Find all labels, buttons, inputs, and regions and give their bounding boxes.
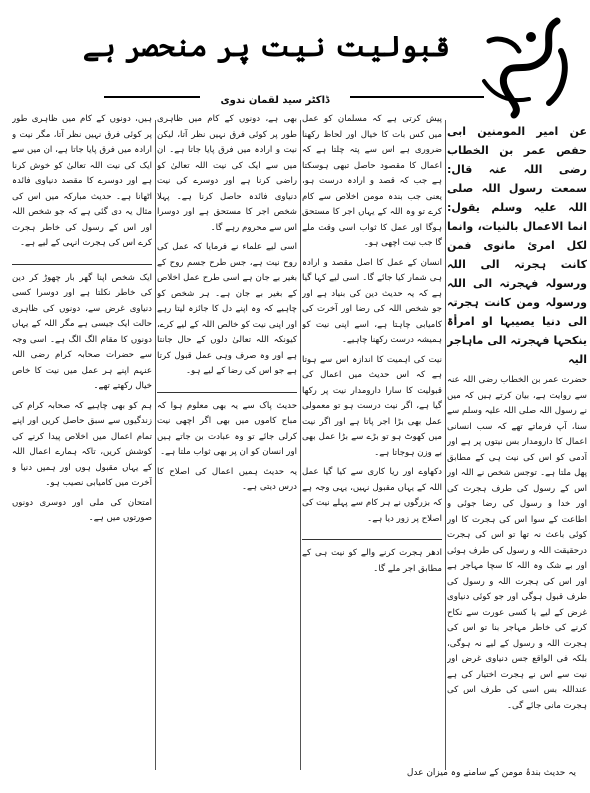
article-paragraph: یہ حدیث ہمیں اعمال کی اصلاح کا درس دیتی ہے۔ xyxy=(157,466,297,492)
article-paragraph: پیش کرتی ہے کہ مسلمان کو عمل میں کس بات کا خیال اور لحاظ رکھنا ضروری ہے اس سے پتہ چلتا ہے کہ اعمال کا مقصود حاصل تبھی ہوسکتا ہے جب کہ قصد و ارادہ درست ہو، یعنی جب بندہ مومن اخلاص سے کام کرے تو وہ اللہ کے یہاں اجر کا مستحق ہوگا اور عمل کا ثواب اسی وقت ملے گا جب نیت اچھی ہو۔ xyxy=(302,114,442,248)
article-headline: قبولیت نیت پر منحصر ہے xyxy=(82,30,450,63)
article-paragraph: دکھاوے اور ریا کاری سے کیا گیا عمل اللہ کے یہاں مقبول نہیں، یہی وجہ ہے کہ بزرگوں نے ہر کام سے پہلے نیت کی اصلاح پر زور دیا ہے۔ xyxy=(302,467,442,524)
article-paragraph: بھی ہے، دونوں کے کام میں ظاہری طور پر کوئی فرق نہیں نظر آتا، لیکن نیت و ارادہ میں فرق پایا جاتا ہے۔ ان میں سے ایک کی نیت اللہ تعالیٰ کو راضی کرنا ہے اور دوسرے کی نیت دنیاوی فائدہ حاصل کرنا ہے۔ پہلا شخص اجر کا مستحق ہے اور دوسرا اس سے محروم رہے گا۔ xyxy=(157,114,297,233)
article-paragraph: ہم کو بھی چاہیے کہ صحابہ کرام کی زندگیوں سے سبق حاصل کریں اور اپنے تمام اعمال میں اخلاص پیدا کرنے کی کوشش کریں، تاکہ ہمارے اعمال اللہ کے یہاں مقبول ہوں اور ہمیں دنیا و آخرت میں کامیابی نصیب ہو۔ xyxy=(12,400,152,488)
article-paragraph: اسی لیے علماء نے فرمایا کہ عمل کی روح نیت ہے، جس طرح جسم روح کے بغیر بے جان ہے اسی طرح عمل اخلاص کے بغیر بے جان ہے۔ ہر شخص کو چاہیے کہ وہ اپنے دل کا جائزہ لیتا رہے اور اپنی نیت کو خالص اللہ کے لیے کرے، کیونکہ اللہ تعالیٰ دلوں کے حال جانتا ہے اور وہ صرف وہی عمل قبول کرتا ہے جو اس کی رضا کے لیے ہو۔ xyxy=(157,242,297,376)
article-paragraph: حضرت عمر بن الخطاب رضی اللہ عنہ سے روایت ہے، بیان کرتے ہیں کہ میں نے رسول اللہ صلی اللہ علیہ وسلم سے سنا، آپ فرماتے تھے کہ سب انسانی اعمال کا دارومدار بس نیتوں پر ہے اور آدمی کو اس کی نیت ہی کے مطابق پھل ملتا ہے۔ توجس شخص نے اللہ اور اس کے رسول کی طرف ہجرت کی اور خدا و رسول کی رضا جوئی و اطاعت کے سوا اس کی ہجرت کا اور کوئی باعث نہ تھا تو اس کی ہجرت درحقیقت اللہ و رسول کی طرف ہوئی اور بے شک وہ اللہ کا سچا مہاجر ہے اور اس کی ہجرت اللہ و رسول کی طرف قبول ہوگی اور جو کوئی دنیاوی غرض کے لیے یا کسی عورت سے نکاح کرنے کی خاطر مہاجر بنا تو اس کی ہجرت اللہ و رسول کے لیے نہ ہوگی، بلکہ فی الواقع جس دنیاوی غرض اور نیت سے اس نے ہجرت اختیار کی ہے عنداللہ بس اسی کی طرف اس کی ہجرت مانی جائے گی۔ xyxy=(447,375,587,711)
column-divider xyxy=(445,120,446,770)
article-column-2 xyxy=(302,112,442,766)
article-paragraph: امتحان کی ملی اور دوسری دونوں صورتوں میں ہے۔ xyxy=(12,497,152,523)
article-paragraph: ایک شخص اپنا گھر بار چھوڑ کر دین کی خاطر نکلتا ہے اور دوسرا کسی دنیاوی غرض سے، دونوں کی ظاہری حالت ایک جیسی ہے مگر اللہ کے یہاں دونوں کا مقام الگ الگ ہے۔ اسی وجہ سے حضرات صحابہ کرام رضی اللہ عنہم اپنے ہر عمل میں نیت کا خاص خیال رکھتے تھے۔ xyxy=(12,272,152,391)
article-paragraph: ادھر ہجرت کرنے والے کو نیت ہی کے مطابق اجر ملے گا۔ xyxy=(302,548,442,574)
article-column-1 xyxy=(447,122,587,776)
article-paragraph: ہیں، دونوں کے کام میں ظاہری طور پر کوئی فرق نہیں نظر آتا، مگر نیت و ارادہ میں فرق پایا جاتا ہے، ان میں سے ایک کی نیت اللہ تعالیٰ کو خوش کرنا ہے اور دوسرے کا مقصد دنیاوی فائدہ اٹھانا ہے۔ حدیث مبارکہ میں اس کی مثال یہ دی گئی ہے کہ جو شخص اللہ اور اس کے رسول کی خاطر ہجرت کرے اس کی ہجرت انہی کے لیے ہے۔ xyxy=(12,114,152,248)
article-paragraph: نیت کی اہمیت کا اندازہ اس سے ہوتا ہے کہ اس حدیث میں اعمال کی قبولیت کا سارا دارومدار نیت پر رکھا گیا ہے، اگر نیت درست ہو تو معمولی عمل بھی بڑا اجر پاتا ہے اور اگر نیت میں کھوٹ ہو تو بڑے سے بڑا عمل بھی بے وزن ہوجاتا ہے۔ xyxy=(302,354,442,458)
article-column-3 xyxy=(157,112,297,766)
amal-calligraphy-icon xyxy=(469,11,579,123)
article-paragraph: حدیث پاک سے یہ بھی معلوم ہوا کہ مباح کاموں میں بھی اگر اچھی نیت کرلی جائے تو وہ عبادت بن جاتے ہیں اور انسان کو ان پر بھی ثواب ملتا ہے۔ xyxy=(157,400,297,457)
column-divider xyxy=(155,120,156,770)
column-divider xyxy=(300,120,301,770)
section-separator xyxy=(12,256,152,265)
article-column-4 xyxy=(12,112,152,766)
section-separator xyxy=(157,384,297,393)
hadith-arabic-text: عن امیر المومنین ابی حفص عمر بن الخطاب رضی اللہ عنہ قال: سمعت رسول اللہ صلی اللہ علیہ وسلم یقول: انما الاعمال بالنیات، وانما لکل امریٔ مانوی فمن کانت ہجرتہ الی اللہ ورسولہ فہجرتہ الی اللہ ورسولہ ومن کانت ہجرتہ الی دنیا یصیبہا او امرأۃ ینکحہا فہجرتہ الی ماہاجر الیہ xyxy=(447,125,587,366)
author-byline: ڈاکٹر سید لقمان ندوی xyxy=(200,92,350,110)
section-separator xyxy=(302,531,442,540)
article-footer-line: یہ حدیث بندۂ مومن کے سامنے وہ میزان عدل xyxy=(406,768,576,778)
article-paragraph: انسان کے عمل کا اصل مقصد و ارادہ ہی شمار کیا جائے گا۔ اسی لیے کہا گیا ہے کہ یہ حدیث دین کی بنیاد ہے اور جو شخص اللہ کی رضا اور آخرت کی کامیابی چاہتا ہے، اسے اپنی نیت کو ہمیشہ درست رکھنا چاہیے۔ xyxy=(302,257,442,345)
